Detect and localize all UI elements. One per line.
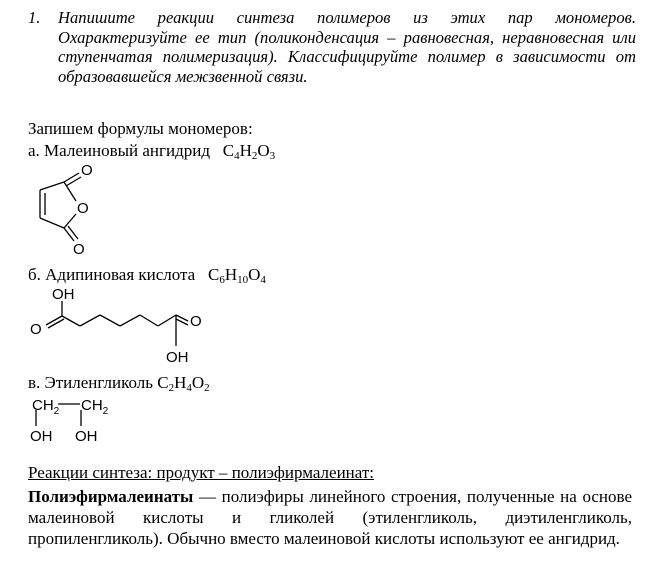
task-text: Напишите реакции синтеза полимеров из этих пар мономеров. Охарактеризуйте ее тип (поликонденсация – равновесная, неравновесная или ступенчатая полимеризация). Классифицируйте полимер в зависимости от образовавшейся межзвенной связи.: [58, 8, 636, 86]
task-number: 1.: [28, 8, 41, 27]
monomer-c-formula: $C_2H_4O_2$: [157, 373, 210, 394]
glycol-oh-right: OH: [75, 428, 98, 445]
adipic-o-right: O: [190, 313, 202, 330]
monomer-b-label: б. Адипиновая кислота: [28, 265, 196, 284]
maleic-o-top: O: [81, 162, 93, 179]
glycol-ch-left: $CH_2$: [32, 397, 60, 417]
definition-term: Полиэфирмалеинаты: [28, 487, 194, 506]
definition-text: — полиэфиры линейного строения, полученные на основе малеиновой кислоты и гликолей (этиленгликоль, диэтиленгликоль, пропиленгликоль). Обычно вместо малеиновой кислоты используют ее ангидрид.: [28, 487, 632, 548]
maleic-anhydride-structure: [40, 173, 81, 241]
adipic-oh-top: OH: [52, 286, 75, 303]
glycol-oh-left: OH: [30, 428, 53, 445]
monomer-b-formula: $C_6H_{10}O_4$: [207, 265, 266, 286]
adipic-o-left: O: [30, 321, 42, 338]
maleic-o-bottom: O: [73, 241, 85, 258]
maleic-o-ring: O: [77, 200, 89, 217]
reaction-heading: Реакции синтеза: продукт – полиэфирмалеинат:: [28, 463, 375, 482]
adipic-oh-bottom: OH: [166, 349, 189, 366]
monomers-intro: Запишем формулы мономеров:: [28, 119, 253, 138]
definition-paragraph: [28, 486, 632, 549]
adipic-acid-structure: [46, 301, 188, 346]
glycol-ch-right: $CH_2$: [81, 397, 109, 417]
monomer-a-formula: $C_4H_2O_3$: [222, 141, 276, 162]
monomer-c-label: в. Этиленгликоль: [28, 373, 154, 392]
monomer-a-label: а. Малеиновый ангидрид: [28, 141, 210, 160]
